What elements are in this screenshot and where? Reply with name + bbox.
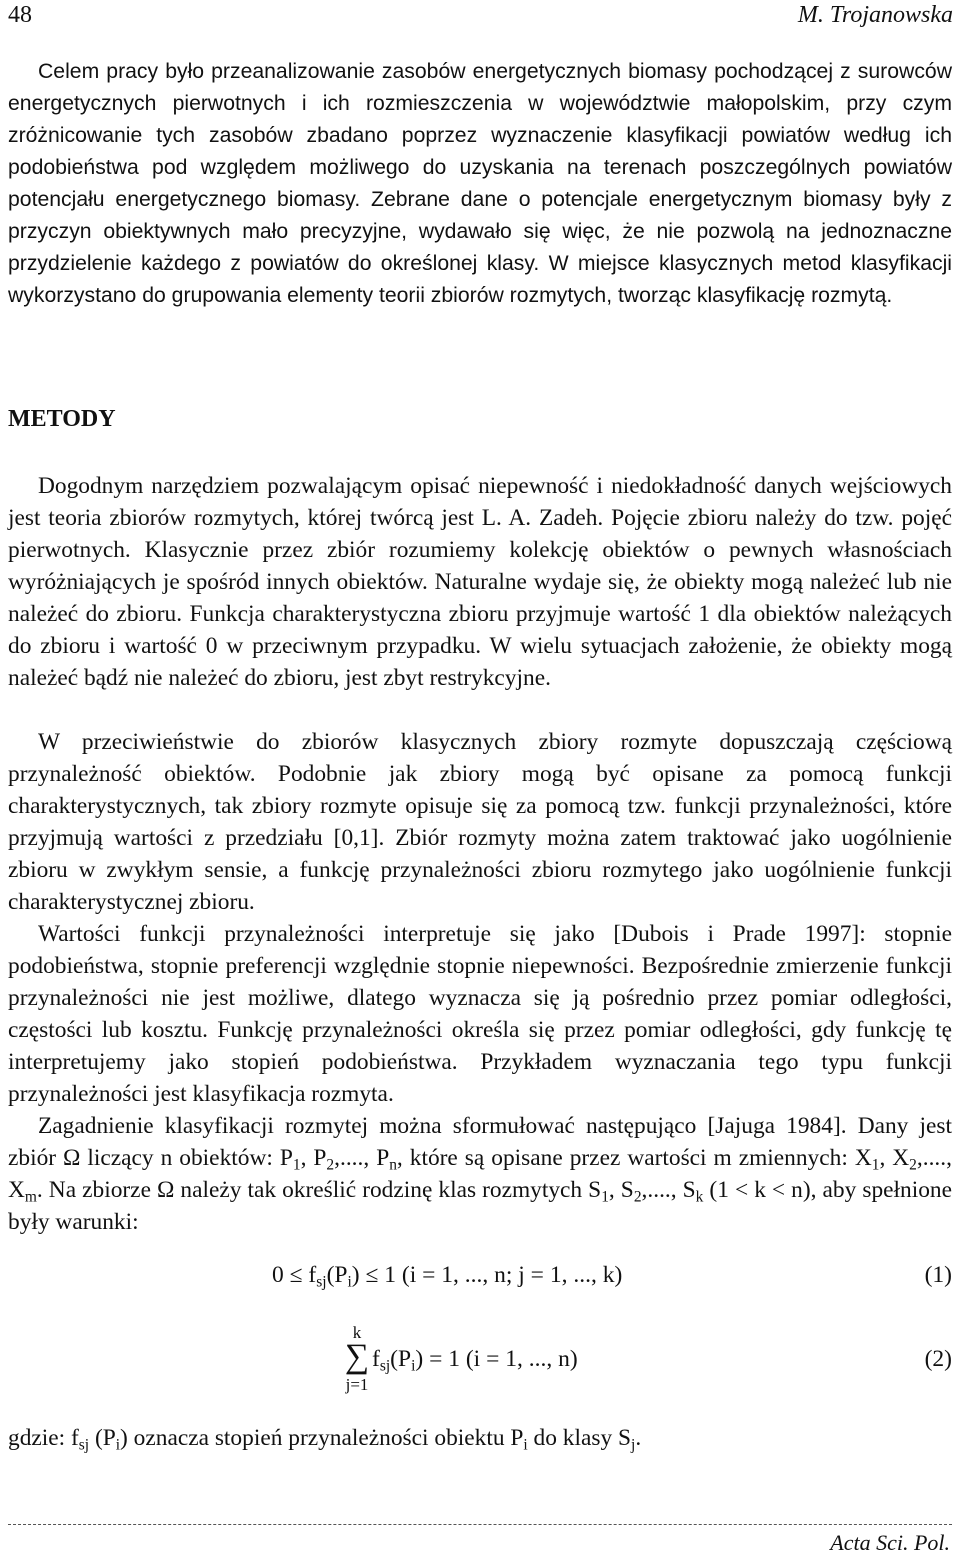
methods-paragraph-2: W przeciwieństwie do zbiorów klasycznych zbiory rozmyte dopuszczają częściową przynależność obiektów. Podobnie jak zbiory mogą być opisane za pomocą funkcji charakterystycznych, tak zbiory rozmyte opisuje się za pomocą tzw. funkcji przynależności, które przyjmują wartości z przedziału [0,1]. Zbiór rozmyty można zatem traktować jako uogólnienie zbioru w zwykłym sensie, a funkcję przynależności zbioru rozmytego jako uogólnienie funkcji charakterystycznej zbioru. (8, 729, 952, 915)
section-heading: METODY (8, 406, 116, 432)
page-number: 48 (8, 2, 32, 28)
footer-rule (8, 1524, 952, 1525)
closing-sentence: gdzie: $f_{sj}$ $(P_i)$ oznacza stopień przynależności obiektu $P_i$ do klasy $S_j$. (8, 1425, 642, 1454)
methods-paragraph-4: Zagadnienie klasyfikacji rozmytej można sformułować następująco [Jajuga 1984]. Dany jest zbiór Ω liczący n obiektów: $P_1$, $P_2$,...., $P_n$, które są opisane przez wartości m zmiennych: $X_1$, $X_2$,...., $X_m$. Na zbiorze Ω należy tak określić rodzinę klas rozmytych $S_1$, $S_2$,...., $S_k$ (1 < k < n), aby spełnione były warunki: (8, 1113, 952, 1235)
running-head-author: M. Trojanowska (797, 2, 953, 28)
summation-symbol: ∑ (344, 1338, 370, 1375)
methods-paragraph-3: Wartości funkcji przynależności interpretuje się jako [Dubois i Prade 1997]: stopnie podobieństwa, stopnie preferencji względnie stopnie niepewności. Bezpośrednie zmierzenie funkcji przynależności nie jest możliwe, dlatego wyznacza się ją pośrednio przez pomiar odległości, częstości lub kosztu. Funkcję przynależności określa się przez pomiar odległości, gdy funkcję tę interpretujemy jako stopień podobieństwa. Przykładem wyznaczania tego typu funkcji przynależności jest klasyfikacja rozmyta. (8, 921, 952, 1107)
summation-operator (340, 1324, 374, 1394)
summation-upper-limit: k (352, 1323, 362, 1342)
equation-2: $f_{sj}(P_i) = 1$ (i = 1, ..., n) (372, 1346, 578, 1375)
footer-journal-name: Acta Sci. Pol. (830, 1530, 950, 1555)
intro-paragraph: Celem pracy było przeanalizowanie zasobów energetycznych biomasy pochodzącej z surowców energetycznych pierwotnych i ich rozmieszczenia w województwie małopolskim, przy czym zróżnicowanie tych zasobów zbadano poprzez wyznaczenie klasyfikacji powiatów według ich podobieństwa pod względem możliwego do uzyskania na terenach poszczególnych powiatów potencjału energetycznego biomasy. Zebrane dane o potencjale energetycznym biomasy były z przyczyn obiektywnych mało precyzyjne, wydawało się więc, że nie pozwolą na jednoznaczne przydzielenie każdego z powiatów do określonej klasy. W miejsce klasycznych metod klasyfikacji wykorzystano do grupowania elementy teorii zbiorów rozmytych, tworząc klasyfikację rozmytą. (8, 60, 952, 307)
summation-lower-limit: j=1 (345, 1375, 369, 1394)
methods-paragraph-1: Dogodnym narzędziem pozwalającym opisać niepewność i niedokładność danych wejściowych jest teoria zbiorów rozmytych, której twórcą jest L. A. Zadeh. Pojęcie zbioru należy do tzw. pojęć pierwotnych. Klasycznie przez zbiór rozumiemy kolekcję obiektów o pewnych własnościach wyróżniających je spośród innych obiektów. Naturalne wydaje się, że obiekty mogą należeć lub nie należeć do zbioru. Funkcja charakterystyczna zbioru przyjmuje wartość 1 dla obiektów należących do zbioru i wartość 0 w przeciwnym przypadku. W wielu sytuacjach założenie, że obiekty mogą należeć bądź nie należeć do zbioru, jest zbyt restrykcyjne. (8, 473, 952, 691)
equation-1-number: (1) (924, 1262, 952, 1288)
equation-1: $0 \le f_{sj}(P_i) \le 1$ (i = 1, ..., n; j = 1, ..., k) (272, 1262, 623, 1291)
equation-2-number: (2) (924, 1346, 952, 1372)
